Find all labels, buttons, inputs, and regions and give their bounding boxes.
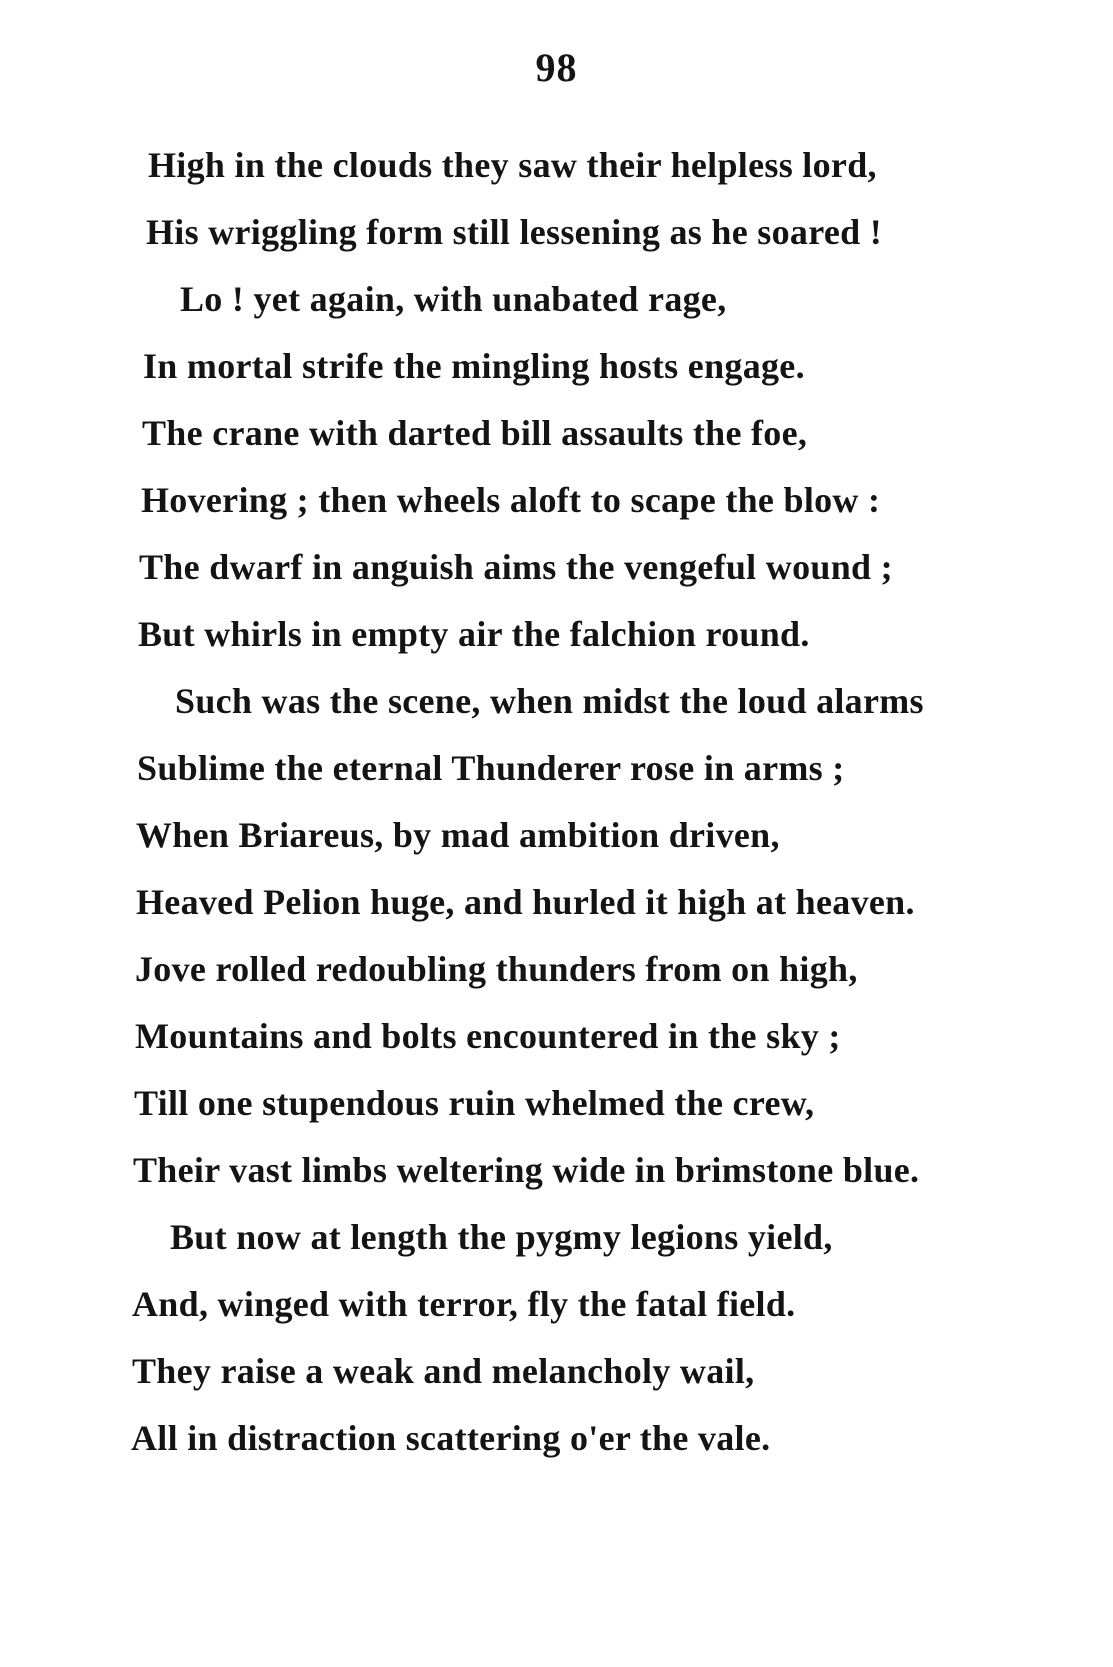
poem-line: The dwarf in anguish aims the vengeful wound ;	[139, 547, 893, 587]
poem-line: But whirls in empty air the falchion round.	[138, 614, 810, 654]
poem-line-stanza-start: Lo ! yet again, with unabated rage,	[180, 279, 727, 319]
poem-line: The crane with darted bill assaults the foe,	[142, 413, 808, 453]
poem-line: High in the clouds they saw their helpless lord,	[148, 145, 877, 185]
poem-line: All in distraction scattering o'er the vale.	[131, 1418, 771, 1458]
poem-line-stanza-start: Such was the scene, when midst the loud alarms	[175, 681, 924, 721]
poem-line: Heaved Pelion huge, and hurled it high at heaven.	[136, 882, 915, 922]
poem-line: Jove rolled redoubling thunders from on high,	[135, 949, 858, 989]
poem-line: Hovering ; then wheels aloft to scape the blow :	[141, 480, 881, 520]
poem-line: His wriggling form still lessening as he soared !	[146, 212, 883, 252]
poem-line: Sublime the eternal Thunderer rose in arms ;	[137, 748, 845, 788]
poem-line: Mountains and bolts encountered in the sky ;	[135, 1016, 841, 1056]
poem-line-stanza-start: But now at length the pygmy legions yield,	[170, 1217, 833, 1257]
poem-line: They raise a weak and melancholy wail,	[132, 1351, 755, 1391]
poem-line: In mortal strife the mingling hosts engage.	[143, 346, 805, 386]
poem-body	[0, 132, 1113, 1472]
poem-line: Till one stupendous ruin whelmed the crew,	[134, 1083, 815, 1123]
poem-line: Their vast limbs weltering wide in brimstone blue.	[133, 1150, 920, 1190]
page-number: 98	[535, 45, 578, 90]
poem-line: When Briareus, by mad ambition driven,	[136, 815, 780, 855]
poem-line: And, winged with terror, fly the fatal field.	[132, 1284, 796, 1324]
